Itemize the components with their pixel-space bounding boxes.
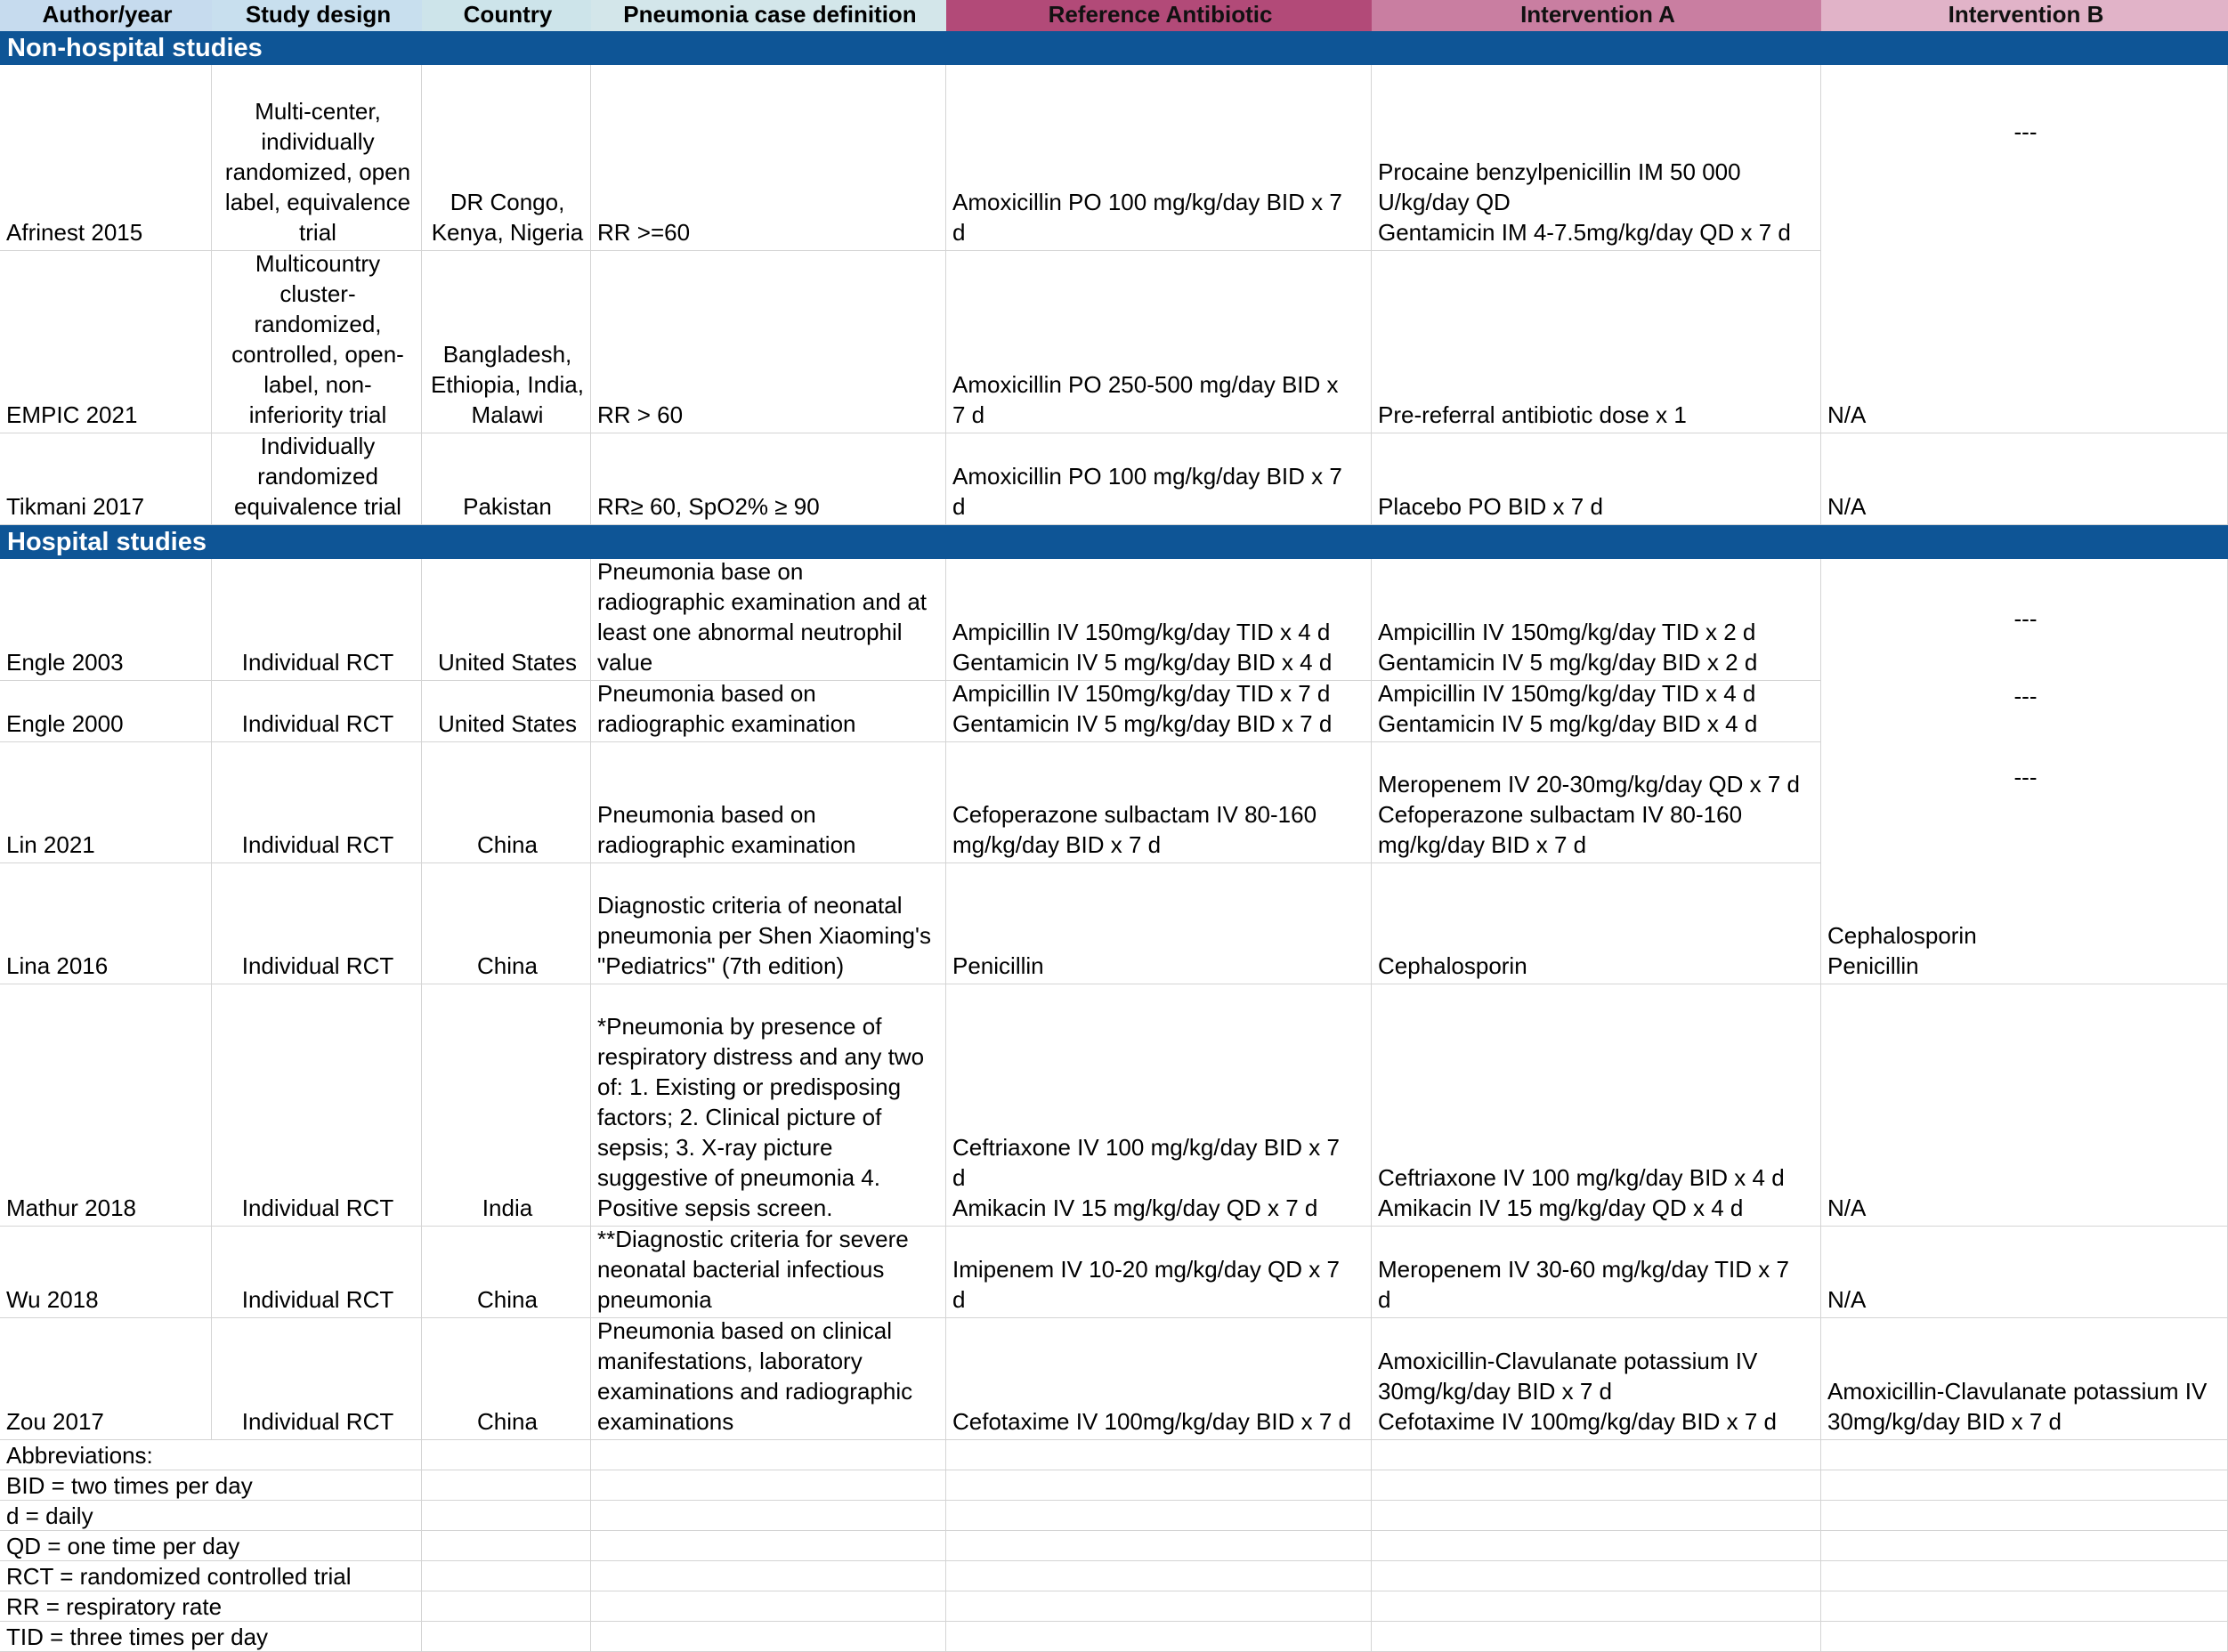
cell-line: China (477, 1286, 538, 1313)
cell-line: d (952, 219, 966, 246)
cell-line: radiographic examination and at (597, 588, 928, 615)
country-cell (422, 65, 591, 251)
cell-line: individually (261, 128, 375, 155)
country-cell (422, 742, 591, 863)
abbreviation-item: RCT = randomized controlled trial (0, 1561, 422, 1591)
header-label: Country (463, 1, 553, 28)
header-case-definition (591, 0, 946, 31)
cell-line: Penicillin (1827, 952, 1919, 979)
cell-line: "Pediatrics" (7th edition) (597, 952, 845, 979)
cell-line: radiographic examination (597, 831, 856, 858)
cell-line: RR > 60 (597, 401, 684, 428)
cell-line: Gentamicin IV 5 mg/kg/day BID x 7 d (952, 710, 1333, 737)
empty-cell (1821, 1470, 2228, 1501)
cell-line: Individual RCT (241, 1408, 394, 1435)
cell-line: Ampicillin IV 150mg/kg/day TID x 7 d (952, 681, 1331, 707)
empty-cell (1821, 1622, 2228, 1652)
intervention-b-cell (1821, 681, 2228, 742)
intervention-a-cell (1372, 559, 1821, 681)
empty-cell (946, 1531, 1372, 1561)
study-design-cell (212, 65, 422, 251)
cell-line: sepsis; 3. X-ray picture (597, 1134, 833, 1161)
reference-antibiotic-cell (946, 1227, 1372, 1318)
intervention-a-cell (1372, 1227, 1821, 1318)
cell-line: trial (299, 219, 336, 246)
empty-cell (422, 1440, 591, 1470)
reference-antibiotic-cell (946, 742, 1372, 863)
header-study-design (212, 0, 422, 31)
cell-line: 30mg/kg/day BID x 7 d (1378, 1378, 1613, 1405)
cell-line: controlled, open- (231, 341, 404, 368)
cell-line: --- (2013, 683, 2038, 709)
cell-line: Ceftriaxone IV 100 mg/kg/day BID x 4 d (1378, 1164, 1785, 1191)
country-cell (422, 251, 591, 433)
country-cell (422, 559, 591, 681)
intervention-b-cell (1821, 65, 2228, 251)
cell-line: Diagnostic criteria of neonatal (597, 892, 903, 919)
empty-cell (1821, 1591, 2228, 1622)
cell-line: Bangladesh, (442, 341, 572, 368)
cell-line: United States (437, 649, 578, 676)
intervention-b-cell (1821, 559, 2228, 681)
empty-cell (946, 1622, 1372, 1652)
author-cell (0, 1227, 212, 1318)
cell-line: Zou 2017 (6, 1408, 104, 1435)
empty-cell (1372, 1591, 1821, 1622)
cell-line: Mathur 2018 (6, 1194, 136, 1221)
empty-cell (946, 1470, 1372, 1501)
study-design-cell (212, 1227, 422, 1318)
empty-cell (1821, 1561, 2228, 1591)
intervention-b-cell (1821, 742, 2228, 863)
cell-line: d (952, 1286, 966, 1313)
cell-line: Amoxicillin-Clavulanate potassium IV (1378, 1348, 1758, 1374)
intervention-b-cell (1821, 1318, 2228, 1440)
intervention-b-cell (1821, 1227, 2228, 1318)
intervention-a-cell (1372, 65, 1821, 251)
empty-cell (946, 1561, 1372, 1591)
cell-line: label, non- (263, 371, 372, 398)
country-cell (422, 433, 591, 525)
abbreviation-item: RR = respiratory rate (0, 1591, 422, 1622)
country-cell (422, 1227, 591, 1318)
intervention-a-cell (1372, 251, 1821, 433)
cell-line: Cefotaxime IV 100mg/kg/day BID x 7 d (1378, 1408, 1777, 1435)
cell-line: Imipenem IV 10-20 mg/kg/day QD x 7 (952, 1256, 1340, 1283)
cell-line: randomized, (254, 311, 382, 337)
cell-line: Amikacin IV 15 mg/kg/day QD x 4 d (1378, 1194, 1744, 1221)
cell-line: manifestations, laboratory (597, 1348, 863, 1374)
cell-line: 30mg/kg/day BID x 7 d (1827, 1408, 2062, 1435)
case-definition-cell (591, 742, 946, 863)
header-label: Pneumonia case definition (623, 1, 917, 28)
cell-line: Gentamicin IV 5 mg/kg/day BID x 4 d (1378, 710, 1758, 737)
cell-line: Engle 2003 (6, 649, 124, 676)
cell-line: Amoxicillin-Clavulanate potassium IV (1827, 1378, 2208, 1405)
intervention-a-cell (1372, 1318, 1821, 1440)
cell-line: Amikacin IV 15 mg/kg/day QD x 7 d (952, 1194, 1318, 1221)
intervention-a-cell (1372, 863, 1821, 984)
reference-antibiotic-cell (946, 65, 1372, 251)
cell-line: EMPIC 2021 (6, 401, 138, 428)
empty-cell (1372, 1440, 1821, 1470)
case-definition-cell (591, 433, 946, 525)
intervention-b-cell (1821, 433, 2228, 525)
empty-cell (591, 1440, 946, 1470)
cell-line: of: 1. Existing or predisposing (597, 1073, 902, 1100)
empty-cell (1372, 1501, 1821, 1531)
cell-line: label, equivalence (224, 189, 411, 215)
cell-line: pneumonia (597, 1286, 712, 1313)
study-design-cell (212, 559, 422, 681)
cell-line: equivalence trial (234, 493, 401, 520)
study-design-cell (212, 681, 422, 742)
case-definition-cell (591, 1227, 946, 1318)
cell-line: Multi-center, (255, 98, 381, 125)
cell-line: DR Congo, (450, 189, 565, 215)
cell-line: Individual RCT (241, 952, 394, 979)
cell-line: Tikmani 2017 (6, 493, 145, 520)
empty-cell (422, 1561, 591, 1591)
header-country (422, 0, 591, 31)
cell-line: RR≥ 60, SpO2% ≥ 90 (597, 493, 820, 520)
case-definition-cell (591, 251, 946, 433)
empty-cell (422, 1501, 591, 1531)
empty-cell (1821, 1501, 2228, 1531)
cell-line: U/kg/day QD (1378, 189, 1511, 215)
empty-cell (1372, 1531, 1821, 1561)
author-cell (0, 251, 212, 433)
intervention-a-cell (1372, 984, 1821, 1227)
cell-line: d (952, 493, 966, 520)
section-band (0, 31, 2228, 65)
cell-line: Gentamicin IV 5 mg/kg/day BID x 2 d (1378, 649, 1758, 676)
case-definition-cell (591, 559, 946, 681)
cell-line: N/A (1827, 493, 1867, 520)
cell-line: Cephalosporin (1827, 922, 1977, 949)
cell-line: examinations (597, 1408, 734, 1435)
cell-line: Multicountry (255, 251, 381, 277)
header-intervention-a (1372, 0, 1821, 31)
country-cell (422, 681, 591, 742)
empty-cell (946, 1501, 1372, 1531)
cell-line: Amoxicillin PO 250-500 mg/day BID x (952, 371, 1339, 398)
header-reference-antibiotic (946, 0, 1372, 31)
header-author-year (0, 0, 212, 31)
author-cell (0, 1318, 212, 1440)
cell-line: mg/kg/day BID x 7 d (952, 831, 1162, 858)
cell-line: respiratory distress and any two (597, 1043, 925, 1070)
cell-line: Pneumonia base on (597, 559, 804, 585)
cell-line: suggestive of pneumonia 4. (597, 1164, 880, 1191)
study-design-cell (212, 984, 422, 1227)
country-cell (422, 984, 591, 1227)
cell-line: pneumonia per Shen Xiaoming's (597, 922, 931, 949)
cell-line: N/A (1827, 1194, 1867, 1221)
empty-cell (1372, 1622, 1821, 1652)
cell-line: randomized, open (224, 158, 411, 185)
reference-antibiotic-cell (946, 251, 1372, 433)
empty-cell (946, 1591, 1372, 1622)
section-band (0, 525, 2228, 559)
case-definition-cell (591, 863, 946, 984)
reference-antibiotic-cell (946, 1318, 1372, 1440)
cell-line: China (477, 1408, 538, 1435)
cell-line: Individual RCT (241, 1286, 394, 1313)
cell-line: inferiority trial (248, 401, 387, 428)
country-cell (422, 1318, 591, 1440)
cell-line: value (597, 649, 653, 676)
cell-line: Individual RCT (241, 710, 394, 737)
cell-line: Individually (260, 433, 376, 459)
intervention-a-cell (1372, 742, 1821, 863)
intervention-a-cell (1372, 681, 1821, 742)
cell-line: Individual RCT (241, 831, 394, 858)
cell-line: --- (2013, 605, 2038, 632)
author-cell (0, 681, 212, 742)
header-label: Reference Antibiotic (1048, 1, 1273, 28)
case-definition-cell (591, 65, 946, 251)
header-label: Study design (245, 1, 392, 28)
header-intervention-b (1821, 0, 2228, 31)
cell-line: Placebo PO BID x 7 d (1378, 493, 1603, 520)
cell-line: d (1378, 1286, 1391, 1313)
country-cell (422, 863, 591, 984)
intervention-b-cell (1821, 863, 2228, 984)
empty-cell (422, 1531, 591, 1561)
section-title: Non-hospital studies (7, 34, 263, 62)
cell-line: RR >=60 (597, 219, 691, 246)
cell-line: Pakistan (463, 493, 552, 520)
cell-line: Ethiopia, India, (430, 371, 584, 398)
intervention-b-cell (1821, 984, 2228, 1227)
cell-line: Cefoperazone sulbactam IV 80-160 (952, 801, 1317, 828)
empty-cell (591, 1561, 946, 1591)
cell-line: Cefoperazone sulbactam IV 80-160 (1378, 801, 1743, 828)
empty-cell (1372, 1470, 1821, 1501)
empty-cell (1821, 1531, 2228, 1561)
section-title: Hospital studies (7, 528, 207, 556)
header-label: Author/year (42, 1, 173, 28)
cell-line: Ampicillin IV 150mg/kg/day TID x 2 d (1378, 619, 1756, 645)
study-design-cell (212, 433, 422, 525)
cell-line: Cephalosporin (1378, 952, 1527, 979)
cell-line: d (952, 1164, 966, 1191)
author-cell (0, 433, 212, 525)
cell-line: Gentamicin IV 5 mg/kg/day BID x 4 d (952, 649, 1333, 676)
cell-line: United States (437, 710, 578, 737)
cell-line: Engle 2000 (6, 710, 124, 737)
author-cell (0, 863, 212, 984)
header-label: Intervention B (1948, 1, 2104, 28)
cell-line: Pre-referral antibiotic dose x 1 (1378, 401, 1687, 428)
intervention-a-cell (1372, 433, 1821, 525)
cell-line: Pneumonia based on clinical (597, 1318, 892, 1344)
cell-line: 7 d (952, 401, 985, 428)
author-cell (0, 65, 212, 251)
cell-line: Meropenem IV 30-60 mg/kg/day TID x 7 (1378, 1256, 1789, 1283)
abbreviations-heading: Abbreviations: (0, 1440, 422, 1470)
cell-line: Cefotaxime IV 100mg/kg/day BID x 7 d (952, 1408, 1351, 1435)
empty-cell (591, 1591, 946, 1622)
cell-line: Penicillin (952, 952, 1044, 979)
cell-line: Amoxicillin PO 100 mg/kg/day BID x 7 (952, 189, 1342, 215)
reference-antibiotic-cell (946, 433, 1372, 525)
cell-line: --- (2013, 118, 2038, 145)
cell-line: Individual RCT (241, 1194, 394, 1221)
cell-line: Individual RCT (241, 649, 394, 676)
empty-cell (591, 1470, 946, 1501)
cell-line: radiographic examination (597, 710, 856, 737)
cell-line: China (477, 952, 538, 979)
cell-line: N/A (1827, 1286, 1867, 1313)
case-definition-cell (591, 1318, 946, 1440)
cell-line: examinations and radiographic (597, 1378, 913, 1405)
cell-line: **Diagnostic criteria for severe (597, 1227, 909, 1252)
cell-line: China (477, 831, 538, 858)
empty-cell (422, 1622, 591, 1652)
cell-line: mg/kg/day BID x 7 d (1378, 831, 1587, 858)
cell-line: Ampicillin IV 150mg/kg/day TID x 4 d (1378, 681, 1756, 707)
cell-line: Lin 2021 (6, 831, 95, 858)
empty-cell (591, 1501, 946, 1531)
study-design-cell (212, 1318, 422, 1440)
empty-cell (422, 1470, 591, 1501)
cell-line: *Pneumonia by presence of (597, 1013, 882, 1040)
empty-cell (1821, 1440, 2228, 1470)
cell-line: --- (2013, 764, 2038, 790)
cell-line: Kenya, Nigeria (431, 219, 584, 246)
cell-line: Ceftriaxone IV 100 mg/kg/day BID x 7 (952, 1134, 1340, 1161)
cell-line: cluster- (280, 280, 356, 307)
cell-line: Meropenem IV 20-30mg/kg/day QD x 7 d (1378, 771, 1801, 798)
case-definition-cell (591, 681, 946, 742)
cell-line: Pneumonia based on (597, 681, 816, 707)
reference-antibiotic-cell (946, 559, 1372, 681)
cell-line: Pneumonia based on (597, 801, 816, 828)
study-design-cell (212, 742, 422, 863)
cell-line: N/A (1827, 401, 1867, 428)
cell-line: least one abnormal neutrophil (597, 619, 903, 645)
cell-line: Wu 2018 (6, 1286, 99, 1313)
cell-line: Afrinest 2015 (6, 219, 143, 246)
empty-cell (1372, 1561, 1821, 1591)
cell-line: Positive sepsis screen. (597, 1194, 833, 1221)
reference-antibiotic-cell (946, 681, 1372, 742)
header-label: Intervention A (1520, 1, 1675, 28)
author-cell (0, 559, 212, 681)
reference-antibiotic-cell (946, 863, 1372, 984)
intervention-b-cell (1821, 251, 2228, 433)
cell-line: factors; 2. Clinical picture of (597, 1104, 882, 1130)
abbreviation-item: BID = two times per day (0, 1470, 422, 1501)
reference-antibiotic-cell (946, 984, 1372, 1227)
cell-line: Lina 2016 (6, 952, 109, 979)
cell-line: Gentamicin IM 4-7.5mg/kg/day QD x 7 d (1378, 219, 1791, 246)
case-definition-cell (591, 984, 946, 1227)
cell-line: neonatal bacterial infectious (597, 1256, 885, 1283)
abbreviation-item: TID = three times per day (0, 1622, 422, 1652)
cell-line: Malawi (471, 401, 544, 428)
study-design-cell (212, 863, 422, 984)
study-design-cell (212, 251, 422, 433)
cell-line: randomized (257, 463, 378, 490)
cell-line: Ampicillin IV 150mg/kg/day TID x 4 d (952, 619, 1331, 645)
abbreviation-item: d = daily (0, 1501, 422, 1531)
empty-cell (946, 1440, 1372, 1470)
cell-line: Amoxicillin PO 100 mg/kg/day BID x 7 (952, 463, 1342, 490)
cell-line: Procaine benzylpenicillin IM 50 000 (1378, 158, 1741, 185)
cell-line: India (482, 1194, 533, 1221)
abbreviation-item: QD = one time per day (0, 1531, 422, 1561)
empty-cell (422, 1591, 591, 1622)
author-cell (0, 742, 212, 863)
empty-cell (591, 1531, 946, 1561)
author-cell (0, 984, 212, 1227)
empty-cell (591, 1622, 946, 1652)
